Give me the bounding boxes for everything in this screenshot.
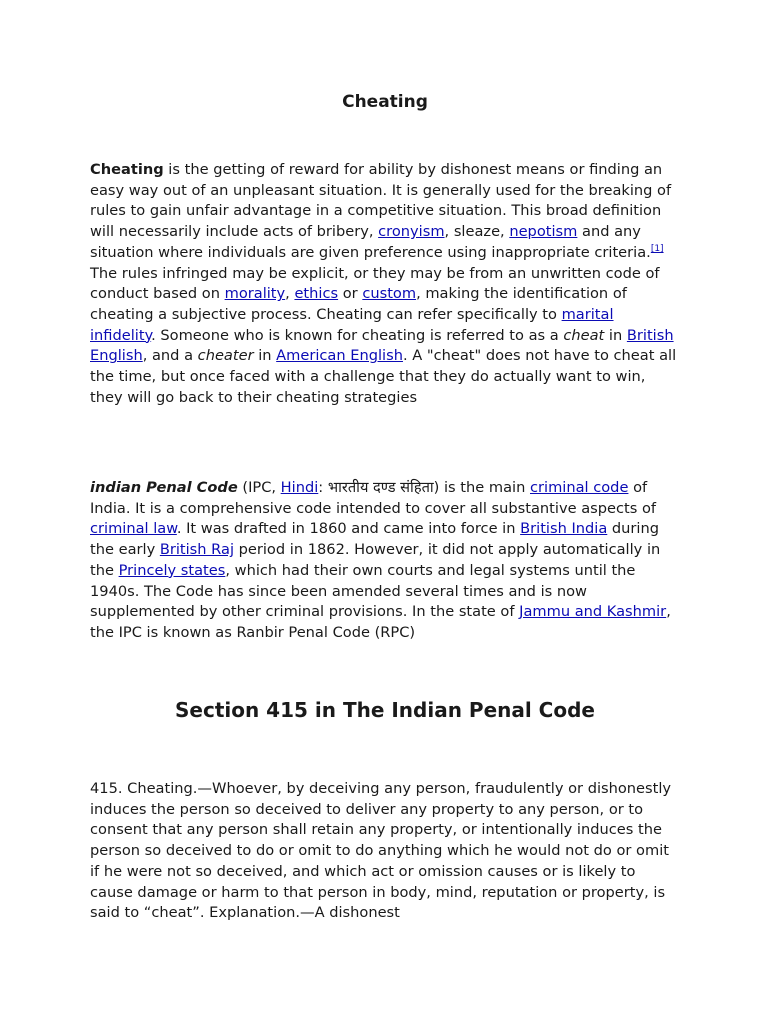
link-british-english[interactable]: British English — [90, 326, 674, 365]
text: , and a — [142, 347, 198, 365]
link-morality[interactable]: morality — [224, 285, 286, 303]
text: and any situation where individuals are given preference using inappropriate criteria. — [90, 223, 651, 261]
section-heading: Section 415 in The Indian Penal Code — [175, 698, 595, 722]
text: . It was drafted in 1860 and came into force in — [176, 520, 521, 538]
page-title: Cheating — [342, 92, 428, 112]
link-american-english[interactable]: American English — [276, 347, 403, 365]
text: of India. It is a comprehensive code intended to cover all substantive aspects of — [90, 479, 657, 517]
text: during the early — [90, 520, 660, 559]
text: , making the identification of cheating a subjective process. Cheating can refer specifically to — [90, 285, 627, 323]
text: , sleaze, — [444, 223, 510, 241]
text: in — [604, 326, 627, 344]
link-criminal-law[interactable]: criminal law — [90, 520, 177, 538]
text: is the getting of reward for ability by dishonest means or finding an easy way out of an unpleasant situation. It is generally used for the breaking of rules to gain unfair advantage in a competitive situation. This broad definition will necessarily include acts of bribery, — [90, 161, 672, 241]
section-415-paragraph: 415. Cheating.—Whoever, by deceiving any person, fraudulently or dishonestly induces the person so deceived to deliver any property to any person, or to consent that any person shall retain any property, or intentionally induces the person so deceived to do or omit to do anything which he would not do or omit if he were not so deceived, and which act or omission causes or is likely to cause damage or harm to that person in body, mind, reputation or property, is said to “cheat”. Explanation.—A dishonest — [90, 780, 672, 922]
ipc-paragraph — [90, 478, 682, 644]
link-jammu-and-kashmir[interactable]: Jammu and Kashmir — [519, 603, 667, 621]
text: The rules infringed may be explicit, or they may be from an unwritten code of conduct based on — [90, 264, 660, 303]
lead-term: Cheating — [90, 161, 164, 178]
text: : भारतीय दण्ड संहिता) is the main — [318, 479, 530, 496]
text: , the IPC is known as Ranbir Penal Code (RPC) — [90, 603, 671, 641]
link-criminal-code[interactable]: criminal code — [530, 479, 629, 496]
text: period in 1862. However, it did not apply automatically in the — [90, 541, 661, 579]
text: , which had their own courts and legal systems until the 1940s. The Code has since been amended several times and is now supplemented by other criminal provisions. In the state of — [90, 561, 636, 621]
italic-term: cheat — [563, 326, 605, 344]
text: . A "cheat" does not have to cheat all the time, but once faced with a challenge that they do actually want to win, they will go back to their cheating strategies — [90, 347, 677, 406]
reference-link[interactable]: [1] — [650, 243, 664, 254]
link-ethics[interactable]: ethics — [294, 285, 339, 303]
link-cronyism[interactable]: cronyism — [378, 223, 445, 241]
text: , — [285, 285, 295, 303]
text: (IPC, — [237, 479, 281, 496]
cheating-paragraph — [90, 160, 682, 408]
link-princely-states[interactable]: Princely states — [118, 561, 226, 579]
italic-term: cheater — [197, 347, 254, 365]
lead-term: indian Penal Code — [90, 479, 238, 496]
text: . Someone who is known for cheating is referred to as a — [151, 326, 564, 344]
link-hindi[interactable]: Hindi — [280, 479, 319, 496]
link-british-india[interactable]: British India — [520, 520, 608, 538]
link-nepotism[interactable]: nepotism — [509, 223, 578, 241]
link-marital-infidelity[interactable]: marital infidelity — [90, 305, 614, 344]
link-british-raj[interactable]: British Raj — [159, 541, 234, 559]
text: in — [253, 347, 277, 365]
link-custom[interactable]: custom — [362, 285, 417, 303]
text: or — [338, 285, 363, 303]
